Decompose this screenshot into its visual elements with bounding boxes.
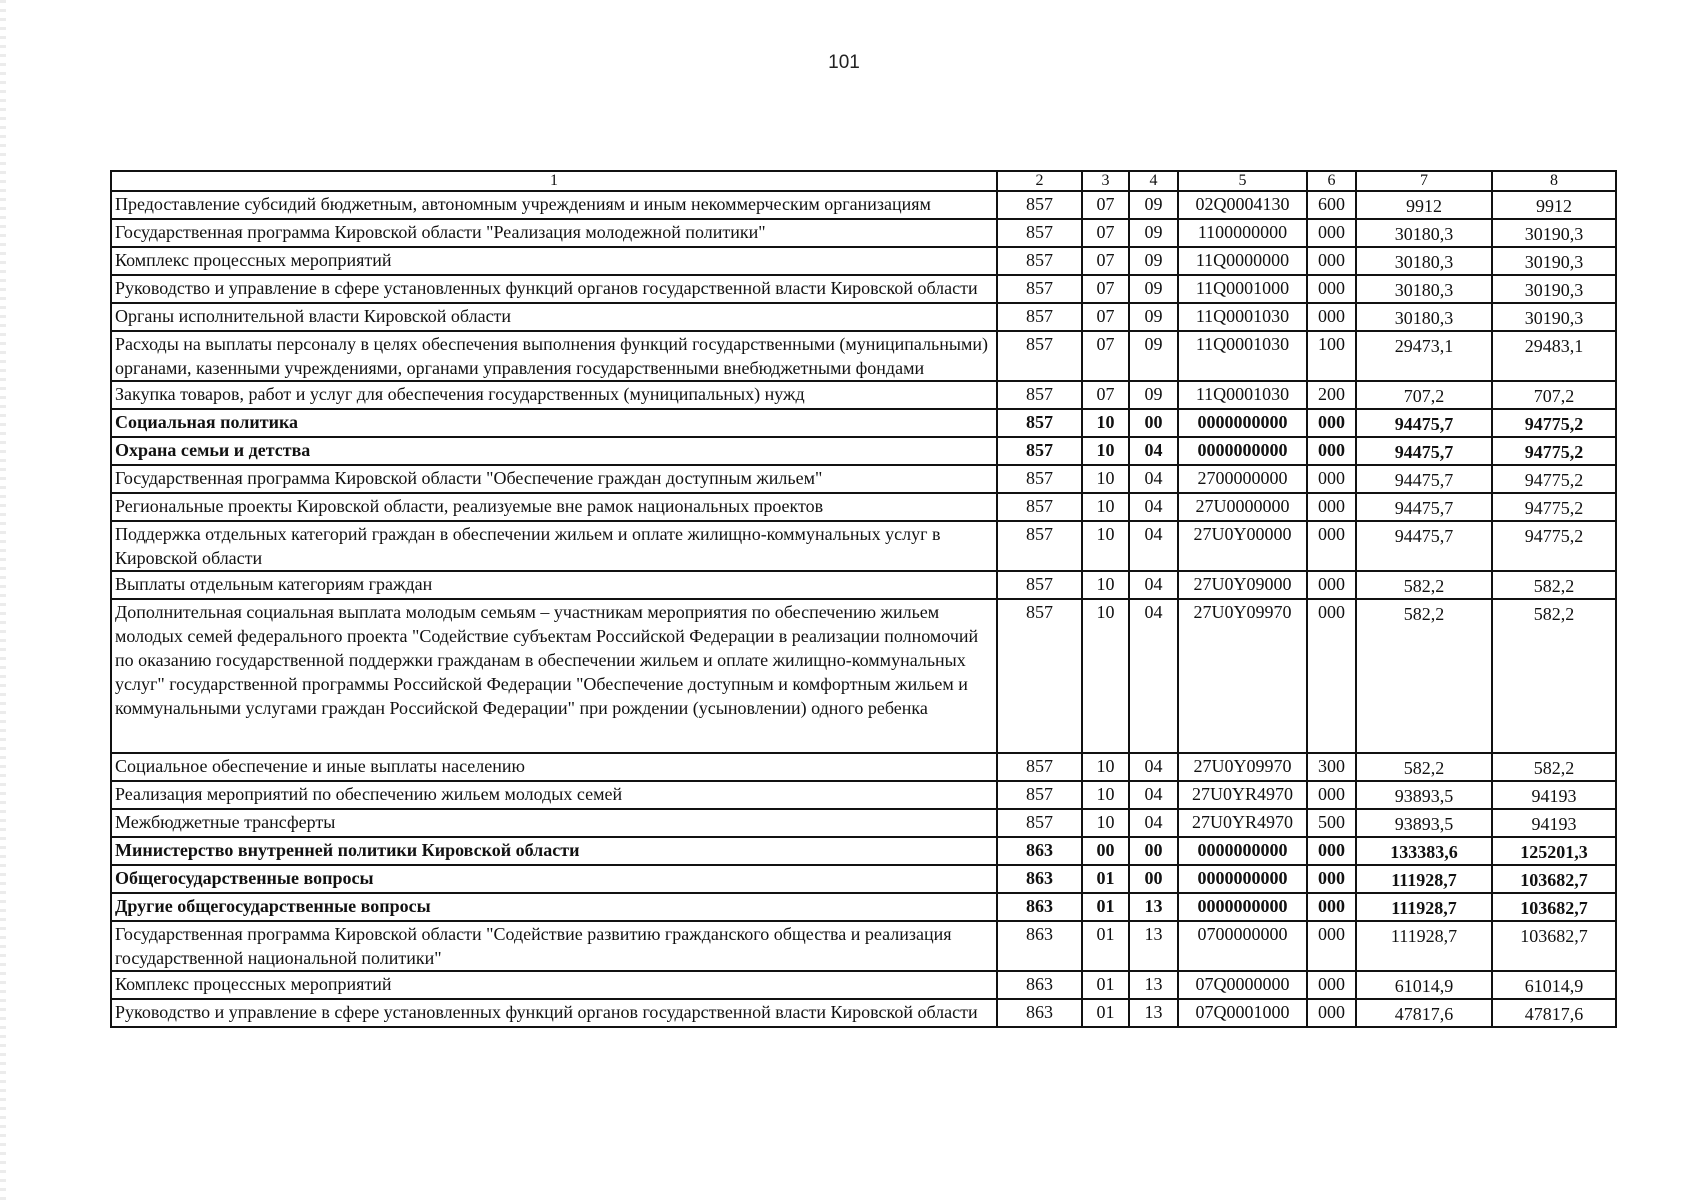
row-ministry-code-cell: 857 — [997, 275, 1082, 303]
row-amount-year1-cell: 9912 — [1356, 191, 1492, 219]
scan-edge-artifact — [0, 0, 6, 1200]
row-target-article-cell: 27U0Y09000 — [1178, 571, 1307, 599]
row-expense-type-cell: 000 — [1307, 999, 1356, 1027]
row-name-cell: Руководство и управление в сфере установленных функций органов государственной власти Кировской области — [111, 275, 997, 303]
table-row — [111, 893, 1616, 921]
row-amount-year1-cell: 93893,5 — [1356, 809, 1492, 837]
row-target-article-cell: 07Q0001000 — [1178, 999, 1307, 1027]
row-subsection-cell: 04 — [1129, 571, 1178, 599]
row-subsection-cell: 00 — [1129, 409, 1178, 437]
row-subsection-cell: 09 — [1129, 381, 1178, 409]
table-row — [111, 599, 1616, 753]
row-ministry-code-cell: 857 — [997, 303, 1082, 331]
row-section-cell: 10 — [1082, 465, 1129, 493]
table-row — [111, 381, 1616, 409]
row-amount-year1-cell: 111928,7 — [1356, 865, 1492, 893]
row-ministry-code-cell: 857 — [997, 465, 1082, 493]
row-subsection-cell: 09 — [1129, 219, 1178, 247]
row-target-article-cell: 11Q0001030 — [1178, 303, 1307, 331]
column-header: 6 — [1307, 171, 1356, 191]
row-subsection-cell: 09 — [1129, 191, 1178, 219]
row-ministry-code-cell: 857 — [997, 493, 1082, 521]
row-ministry-code-cell: 857 — [997, 219, 1082, 247]
row-name-cell: Государственная программа Кировской области "Реализация молодежной политики" — [111, 219, 997, 247]
budget-table-body — [111, 171, 1616, 1027]
row-amount-year1-cell: 94475,7 — [1356, 409, 1492, 437]
row-amount-year1-cell: 29473,1 — [1356, 331, 1492, 381]
row-name-cell: Комплекс процессных мероприятий — [111, 247, 997, 275]
row-target-article-cell: 11Q0000000 — [1178, 247, 1307, 275]
row-amount-year2-cell: 125201,3 — [1492, 837, 1616, 865]
row-amount-year2-cell: 582,2 — [1492, 753, 1616, 781]
row-target-article-cell: 27U0YR4970 — [1178, 781, 1307, 809]
row-amount-year2-cell: 94775,2 — [1492, 437, 1616, 465]
table-row — [111, 331, 1616, 381]
table-row — [111, 809, 1616, 837]
row-expense-type-cell: 000 — [1307, 571, 1356, 599]
row-subsection-cell: 04 — [1129, 809, 1178, 837]
row-name-cell: Руководство и управление в сфере установленных функций органов государственной власти Кировской области — [111, 999, 997, 1027]
column-header: 4 — [1129, 171, 1178, 191]
row-expense-type-cell: 000 — [1307, 275, 1356, 303]
row-expense-type-cell: 000 — [1307, 493, 1356, 521]
table-row — [111, 191, 1616, 219]
row-section-cell: 00 — [1082, 837, 1129, 865]
row-subsection-cell: 04 — [1129, 493, 1178, 521]
row-ministry-code-cell: 863 — [997, 971, 1082, 999]
row-section-cell: 01 — [1082, 971, 1129, 999]
row-ministry-code-cell: 857 — [997, 571, 1082, 599]
row-section-cell: 10 — [1082, 409, 1129, 437]
row-amount-year2-cell: 582,2 — [1492, 571, 1616, 599]
row-subsection-cell: 04 — [1129, 599, 1178, 753]
row-name-cell: Дополнительная социальная выплата молодым семьям – участникам мероприятия по обеспечению жильем молодых семей федерального проекта "Содействие субъектам Российской Федерации в реализации полномочий по оказанию государственной поддержки гражданам в обеспечении жильем и оплате жилищно-коммунальных услуг" государственной программы Российской Федерации "Обеспечение доступным и комфортным жильем и коммунальными услугами граждан Российской Федерации" при рождении (усыновлении) одного ребенка — [111, 599, 997, 753]
row-amount-year1-cell: 707,2 — [1356, 381, 1492, 409]
table-row — [111, 275, 1616, 303]
row-amount-year2-cell: 103682,7 — [1492, 921, 1616, 971]
row-subsection-cell: 00 — [1129, 865, 1178, 893]
row-ministry-code-cell: 857 — [997, 381, 1082, 409]
row-amount-year1-cell: 94475,7 — [1356, 493, 1492, 521]
row-section-cell: 10 — [1082, 437, 1129, 465]
row-subsection-cell: 00 — [1129, 837, 1178, 865]
row-section-cell: 01 — [1082, 893, 1129, 921]
table-row — [111, 865, 1616, 893]
column-header: 1 — [111, 171, 997, 191]
row-subsection-cell: 09 — [1129, 247, 1178, 275]
table-row — [111, 753, 1616, 781]
row-amount-year1-cell: 133383,6 — [1356, 837, 1492, 865]
row-section-cell: 10 — [1082, 521, 1129, 571]
row-section-cell: 01 — [1082, 921, 1129, 971]
row-amount-year1-cell: 30180,3 — [1356, 219, 1492, 247]
table-row — [111, 971, 1616, 999]
row-amount-year2-cell: 582,2 — [1492, 599, 1616, 753]
column-header: 8 — [1492, 171, 1616, 191]
row-name-cell: Региональные проекты Кировской области, реализуемые вне рамок национальных проектов — [111, 493, 997, 521]
row-subsection-cell: 09 — [1129, 331, 1178, 381]
row-expense-type-cell: 000 — [1307, 921, 1356, 971]
row-amount-year2-cell: 47817,6 — [1492, 999, 1616, 1027]
row-amount-year1-cell: 94475,7 — [1356, 521, 1492, 571]
row-target-article-cell: 27U0Y09970 — [1178, 599, 1307, 753]
row-amount-year2-cell: 9912 — [1492, 191, 1616, 219]
row-expense-type-cell: 500 — [1307, 809, 1356, 837]
row-expense-type-cell: 000 — [1307, 303, 1356, 331]
row-section-cell: 07 — [1082, 219, 1129, 247]
row-target-article-cell: 0000000000 — [1178, 437, 1307, 465]
row-amount-year1-cell: 93893,5 — [1356, 781, 1492, 809]
row-ministry-code-cell: 863 — [997, 865, 1082, 893]
table-row — [111, 465, 1616, 493]
column-header: 3 — [1082, 171, 1129, 191]
row-expense-type-cell: 000 — [1307, 599, 1356, 753]
table-row — [111, 999, 1616, 1027]
row-expense-type-cell: 300 — [1307, 753, 1356, 781]
row-amount-year2-cell: 61014,9 — [1492, 971, 1616, 999]
row-expense-type-cell: 000 — [1307, 865, 1356, 893]
row-amount-year1-cell: 61014,9 — [1356, 971, 1492, 999]
row-amount-year1-cell: 111928,7 — [1356, 893, 1492, 921]
row-expense-type-cell: 100 — [1307, 331, 1356, 381]
row-target-article-cell: 0000000000 — [1178, 837, 1307, 865]
row-name-cell: Комплекс процессных мероприятий — [111, 971, 997, 999]
row-name-cell: Выплаты отдельным категориям граждан — [111, 571, 997, 599]
row-section-cell: 07 — [1082, 331, 1129, 381]
row-section-cell: 10 — [1082, 781, 1129, 809]
row-amount-year2-cell: 30190,3 — [1492, 275, 1616, 303]
row-section-cell: 07 — [1082, 275, 1129, 303]
row-expense-type-cell: 600 — [1307, 191, 1356, 219]
table-header-row — [111, 171, 1616, 191]
row-amount-year2-cell: 94775,2 — [1492, 465, 1616, 493]
row-section-cell: 07 — [1082, 247, 1129, 275]
row-amount-year1-cell: 111928,7 — [1356, 921, 1492, 971]
row-amount-year2-cell: 94775,2 — [1492, 521, 1616, 571]
row-expense-type-cell: 000 — [1307, 219, 1356, 247]
table-row — [111, 409, 1616, 437]
table-row — [111, 571, 1616, 599]
row-section-cell: 01 — [1082, 865, 1129, 893]
row-name-cell: Межбюджетные трансферты — [111, 809, 997, 837]
table-row — [111, 303, 1616, 331]
row-expense-type-cell: 000 — [1307, 465, 1356, 493]
row-amount-year1-cell: 582,2 — [1356, 599, 1492, 753]
row-section-cell: 07 — [1082, 191, 1129, 219]
row-name-cell: Государственная программа Кировской области "Обеспечение граждан доступным жильем" — [111, 465, 997, 493]
row-section-cell: 10 — [1082, 493, 1129, 521]
row-target-article-cell: 27U0YR4970 — [1178, 809, 1307, 837]
row-amount-year1-cell: 582,2 — [1356, 571, 1492, 599]
row-amount-year2-cell: 94775,2 — [1492, 409, 1616, 437]
row-target-article-cell: 02Q0004130 — [1178, 191, 1307, 219]
row-expense-type-cell: 200 — [1307, 381, 1356, 409]
row-expense-type-cell: 000 — [1307, 521, 1356, 571]
row-expense-type-cell: 000 — [1307, 971, 1356, 999]
table-row — [111, 219, 1616, 247]
row-section-cell: 10 — [1082, 753, 1129, 781]
table-row — [111, 247, 1616, 275]
row-ministry-code-cell: 857 — [997, 437, 1082, 465]
row-name-cell: Расходы на выплаты персоналу в целях обеспечения выполнения функций государственными (муниципальными) органами, казенными учреждениями, органами управления государственными внебюджетными фондами — [111, 331, 997, 381]
row-amount-year1-cell: 30180,3 — [1356, 247, 1492, 275]
row-name-cell: Поддержка отдельных категорий граждан в обеспечении жильем и оплате жилищно-коммунальных услуг в Кировской области — [111, 521, 997, 571]
row-ministry-code-cell: 863 — [997, 837, 1082, 865]
table-row — [111, 521, 1616, 571]
table-row — [111, 493, 1616, 521]
row-target-article-cell: 11Q0001000 — [1178, 275, 1307, 303]
row-name-cell: Органы исполнительной власти Кировской области — [111, 303, 997, 331]
row-ministry-code-cell: 863 — [997, 893, 1082, 921]
row-amount-year2-cell: 30190,3 — [1492, 303, 1616, 331]
row-section-cell: 10 — [1082, 809, 1129, 837]
row-amount-year1-cell: 47817,6 — [1356, 999, 1492, 1027]
row-ministry-code-cell: 857 — [997, 409, 1082, 437]
row-ministry-code-cell: 863 — [997, 921, 1082, 971]
row-target-article-cell: 2700000000 — [1178, 465, 1307, 493]
row-amount-year2-cell: 707,2 — [1492, 381, 1616, 409]
row-subsection-cell: 13 — [1129, 971, 1178, 999]
row-ministry-code-cell: 857 — [997, 599, 1082, 753]
row-target-article-cell: 0000000000 — [1178, 893, 1307, 921]
row-amount-year1-cell: 94475,7 — [1356, 465, 1492, 493]
row-subsection-cell: 13 — [1129, 893, 1178, 921]
row-ministry-code-cell: 857 — [997, 753, 1082, 781]
row-name-cell: Охрана семьи и детства — [111, 437, 997, 465]
row-amount-year1-cell: 94475,7 — [1356, 437, 1492, 465]
row-subsection-cell: 04 — [1129, 437, 1178, 465]
row-subsection-cell: 04 — [1129, 465, 1178, 493]
row-subsection-cell: 13 — [1129, 999, 1178, 1027]
table-row — [111, 921, 1616, 971]
row-target-article-cell: 27U0Y00000 — [1178, 521, 1307, 571]
row-subsection-cell: 04 — [1129, 781, 1178, 809]
table-row — [111, 781, 1616, 809]
row-amount-year2-cell: 30190,3 — [1492, 247, 1616, 275]
row-name-cell: Общегосударственные вопросы — [111, 865, 997, 893]
row-amount-year2-cell: 103682,7 — [1492, 865, 1616, 893]
row-section-cell: 10 — [1082, 571, 1129, 599]
row-expense-type-cell: 000 — [1307, 893, 1356, 921]
row-section-cell: 01 — [1082, 999, 1129, 1027]
row-name-cell: Социальное обеспечение и иные выплаты населению — [111, 753, 997, 781]
row-amount-year2-cell: 94193 — [1492, 809, 1616, 837]
row-ministry-code-cell: 857 — [997, 521, 1082, 571]
row-target-article-cell: 1100000000 — [1178, 219, 1307, 247]
row-name-cell: Предоставление субсидий бюджетным, автономным учреждениям и иным некоммерческим организациям — [111, 191, 997, 219]
row-name-cell: Министерство внутренней политики Кировской области — [111, 837, 997, 865]
column-header: 2 — [997, 171, 1082, 191]
row-ministry-code-cell: 863 — [997, 999, 1082, 1027]
column-header: 5 — [1178, 171, 1307, 191]
row-amount-year1-cell: 30180,3 — [1356, 275, 1492, 303]
row-amount-year2-cell: 29483,1 — [1492, 331, 1616, 381]
row-name-cell: Закупка товаров, работ и услуг для обеспечения государственных (муниципальных) нужд — [111, 381, 997, 409]
row-expense-type-cell: 000 — [1307, 781, 1356, 809]
row-target-article-cell: 0700000000 — [1178, 921, 1307, 971]
row-target-article-cell: 11Q0001030 — [1178, 381, 1307, 409]
row-target-article-cell: 27U0Y09970 — [1178, 753, 1307, 781]
row-section-cell: 07 — [1082, 303, 1129, 331]
row-target-article-cell: 27U0000000 — [1178, 493, 1307, 521]
row-subsection-cell: 04 — [1129, 753, 1178, 781]
row-subsection-cell: 04 — [1129, 521, 1178, 571]
row-amount-year2-cell: 30190,3 — [1492, 219, 1616, 247]
row-expense-type-cell: 000 — [1307, 837, 1356, 865]
row-expense-type-cell: 000 — [1307, 409, 1356, 437]
table-row — [111, 837, 1616, 865]
row-ministry-code-cell: 857 — [997, 331, 1082, 381]
table-row — [111, 437, 1616, 465]
row-name-cell: Другие общегосударственные вопросы — [111, 893, 997, 921]
row-expense-type-cell: 000 — [1307, 247, 1356, 275]
page-number: 101 — [828, 52, 860, 73]
row-name-cell: Социальная политика — [111, 409, 997, 437]
row-subsection-cell: 09 — [1129, 303, 1178, 331]
row-ministry-code-cell: 857 — [997, 809, 1082, 837]
row-subsection-cell: 13 — [1129, 921, 1178, 971]
row-subsection-cell: 09 — [1129, 275, 1178, 303]
row-section-cell: 07 — [1082, 381, 1129, 409]
row-amount-year2-cell: 94775,2 — [1492, 493, 1616, 521]
row-amount-year1-cell: 30180,3 — [1356, 303, 1492, 331]
row-name-cell: Государственная программа Кировской области "Содействие развитию гражданского общества и реализация государственной национальной политики" — [111, 921, 997, 971]
row-section-cell: 10 — [1082, 599, 1129, 753]
row-amount-year2-cell: 103682,7 — [1492, 893, 1616, 921]
row-target-article-cell: 07Q0000000 — [1178, 971, 1307, 999]
row-target-article-cell: 0000000000 — [1178, 409, 1307, 437]
row-target-article-cell: 11Q0001030 — [1178, 331, 1307, 381]
budget-table — [110, 170, 1617, 1028]
row-amount-year1-cell: 582,2 — [1356, 753, 1492, 781]
row-ministry-code-cell: 857 — [997, 781, 1082, 809]
row-expense-type-cell: 000 — [1307, 437, 1356, 465]
row-ministry-code-cell: 857 — [997, 191, 1082, 219]
column-header: 7 — [1356, 171, 1492, 191]
row-name-cell: Реализация мероприятий по обеспечению жильем молодых семей — [111, 781, 997, 809]
row-amount-year2-cell: 94193 — [1492, 781, 1616, 809]
row-target-article-cell: 0000000000 — [1178, 865, 1307, 893]
row-ministry-code-cell: 857 — [997, 247, 1082, 275]
